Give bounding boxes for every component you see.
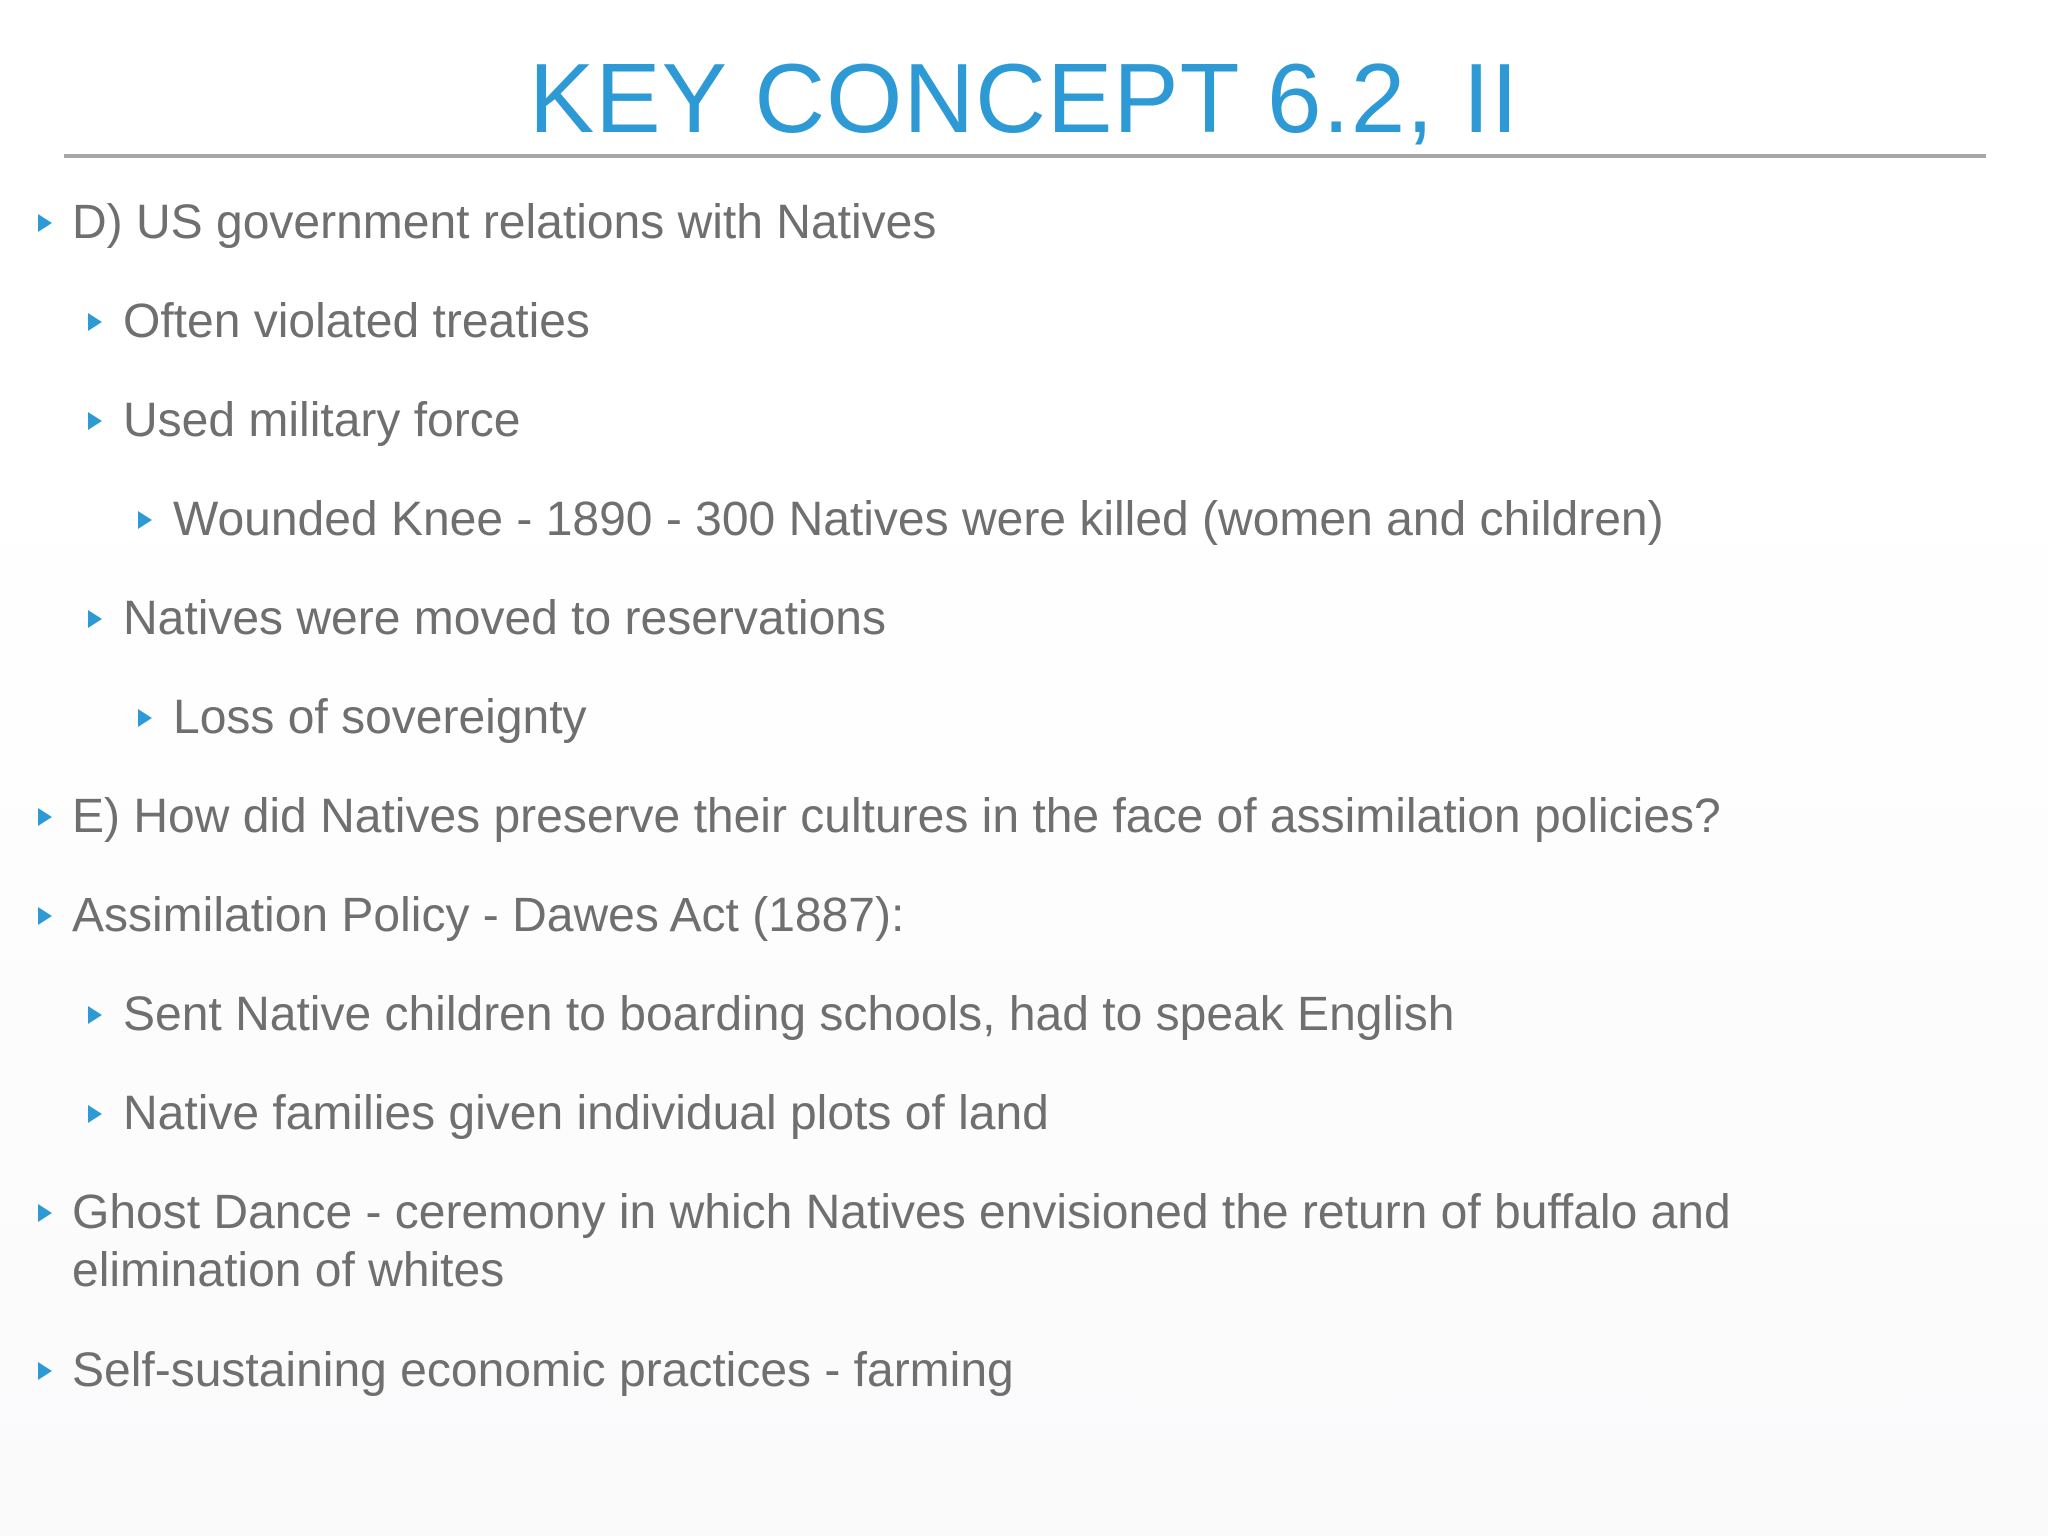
list-item-text: Self-sustaining economic practices - farming <box>72 1344 1014 1397</box>
list-item-text: E) How did Natives preserve their cultures in the face of assimilation policies? <box>72 790 1721 843</box>
triangle-bullet-icon <box>88 1105 102 1123</box>
list-item-text: Loss of sovereignty <box>173 691 587 744</box>
triangle-bullet-icon <box>138 511 152 529</box>
triangle-bullet-icon <box>38 214 52 232</box>
triangle-bullet-icon <box>88 610 102 628</box>
slide-title: KEY CONCEPT 6.2, II <box>528 43 1520 153</box>
list-item-text: Sent Native children to boarding schools, had to speak English <box>123 988 1455 1041</box>
triangle-bullet-icon <box>38 907 52 925</box>
list-item-text: Ghost Dance - ceremony in which Natives envisioned the return of buffalo and elimination of whites <box>72 1186 1731 1297</box>
list-item-text: D) US government relations with Natives <box>72 196 937 249</box>
title-divider <box>64 154 1986 158</box>
list-item-text: Used military force <box>123 394 521 447</box>
list-item-text: Often violated treaties <box>123 295 590 348</box>
triangle-bullet-icon <box>88 313 102 331</box>
list-item-text: Natives were moved to reservations <box>123 592 886 645</box>
triangle-bullet-icon <box>38 808 52 826</box>
list-item-text: Native families given individual plots of land <box>123 1087 1049 1140</box>
triangle-bullet-icon <box>88 412 102 430</box>
triangle-bullet-icon <box>138 709 152 727</box>
list-item-text: Assimilation Policy - Dawes Act (1887): <box>72 889 905 942</box>
list-item-text: Wounded Knee - 1890 - 300 Natives were killed (women and children) <box>173 493 1664 546</box>
triangle-bullet-icon <box>38 1362 52 1380</box>
triangle-bullet-icon <box>88 1006 102 1024</box>
triangle-bullet-icon <box>38 1204 52 1222</box>
